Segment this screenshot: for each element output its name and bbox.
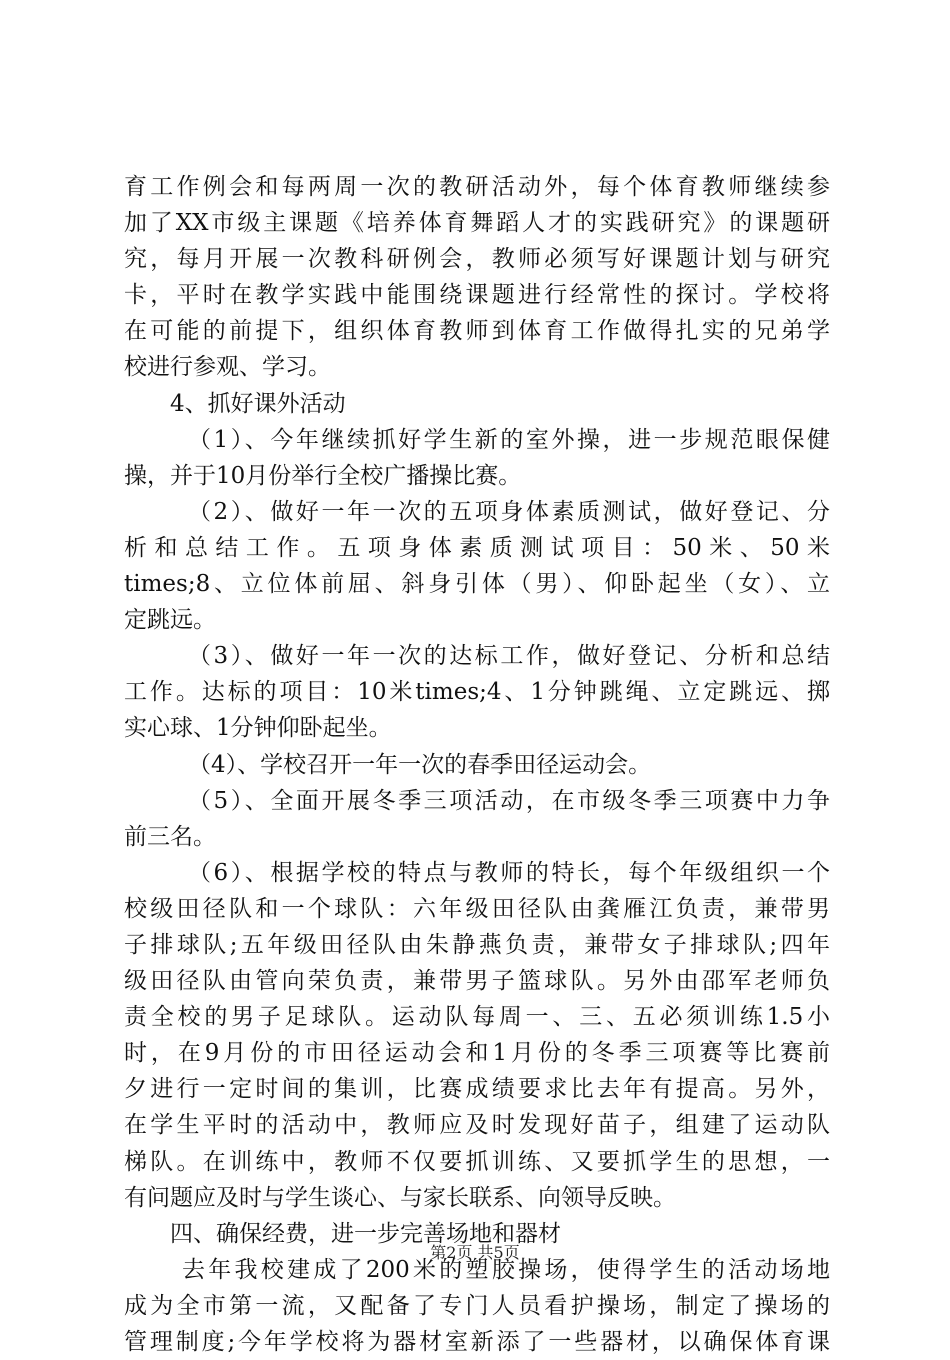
text-line: 育工作例会和每两周一次的教研活动外，每个体育教师继续参: [124, 174, 830, 200]
text-line: 责全校的男子足球队。运动队每周一、三、五必须训练1.5小: [124, 1004, 830, 1031]
text-line: 工作。达标的项目：10米times;4、1分钟跳绳、立定跳远、掷: [124, 679, 830, 706]
text-line: 卡，平时在教学实践中能围绕课题进行经常性的探讨。学校将: [124, 282, 830, 309]
text-line: 在学生平时的活动中，教师应及时发现好苗子，组建了运动队: [124, 1112, 830, 1139]
text-line: 子排球队;五年级田径队由朱静燕负责，兼带女子排球队;四年: [124, 931, 830, 958]
text-line: 时，在9月份的市田径运动会和1月份的冬季三项赛等比赛前: [124, 1040, 830, 1067]
text-line: 实心球、1分钟仰卧起坐。: [124, 715, 392, 742]
text-line: 在可能的前提下，组织体育教师到体育工作做得扎实的兄弟学: [124, 318, 830, 345]
text-line: 成为全市第一流，又配备了专门人员看护操场，制定了操场的: [124, 1292, 830, 1319]
text-line: （5）、全面开展冬季三项活动，在市级冬季三项赛中力争: [188, 787, 830, 814]
text-line: 管理制度;今年学校将为器材室新添了一些器材，以确保体育课: [124, 1329, 830, 1355]
document-body: [124, 169, 830, 1360]
text-line: 校进行参观、学习。: [124, 354, 331, 381]
text-line: 校级田径队和一个球队：六年级田径队由龚雁江负责，兼带男: [124, 895, 830, 922]
page-footer: 第2页 共5页: [430, 1243, 520, 1262]
text-line: 有问题应及时与学生谈心、与家长联系、向领导反映。: [124, 1184, 676, 1211]
text-line: 析和总结工作。五项身体素质测试项目：50米、50米: [124, 534, 830, 561]
text-line: （3）、做好一年一次的达标工作，做好登记、分析和总结: [188, 643, 830, 670]
text-line: 梯队。在训练中，教师不仅要抓训练、又要抓学生的思想，一: [124, 1148, 830, 1175]
text-line: 定跳远。: [124, 607, 216, 634]
text-line: 去年我校建成了200米的塑胶操场，使得学生的活动场地: [182, 1256, 830, 1283]
text-line: times;8、立位体前屈、斜身引体（男）、仰卧起坐（女）、立: [124, 571, 830, 598]
text-line: 四、确保经费，进一步完善场地和器材: [170, 1220, 561, 1247]
text-line: 夕进行一定时间的集训，比赛成绩要求比去年有提高。另外，: [124, 1076, 830, 1103]
text-line: 4、抓好课外活动: [170, 390, 346, 417]
text-line: 前三名。: [124, 823, 216, 850]
text-line: 究，每月开展一次教科研例会，教师必须写好课题计划与研究: [124, 246, 830, 273]
text-line: 级田径队由管向荣负责，兼带男子篮球队。另外由邵军老师负: [124, 968, 830, 995]
text-line: （6）、根据学校的特点与教师的特长，每个年级组织一个: [188, 859, 830, 886]
text-line: 操，并于10月份举行全校广播操比赛。: [124, 462, 522, 489]
text-line: （1）、今年继续抓好学生新的室外操，进一步规范眼保健: [188, 426, 830, 453]
text-line: 加了XX市级主课题《培养体育舞蹈人才的实践研究》的课题研: [124, 210, 830, 237]
text-line: （4）、学校召开一年一次的春季田径运动会。: [188, 751, 652, 778]
text-line: （2）、做好一年一次的五项身体素质测试，做好登记、分: [188, 498, 830, 525]
